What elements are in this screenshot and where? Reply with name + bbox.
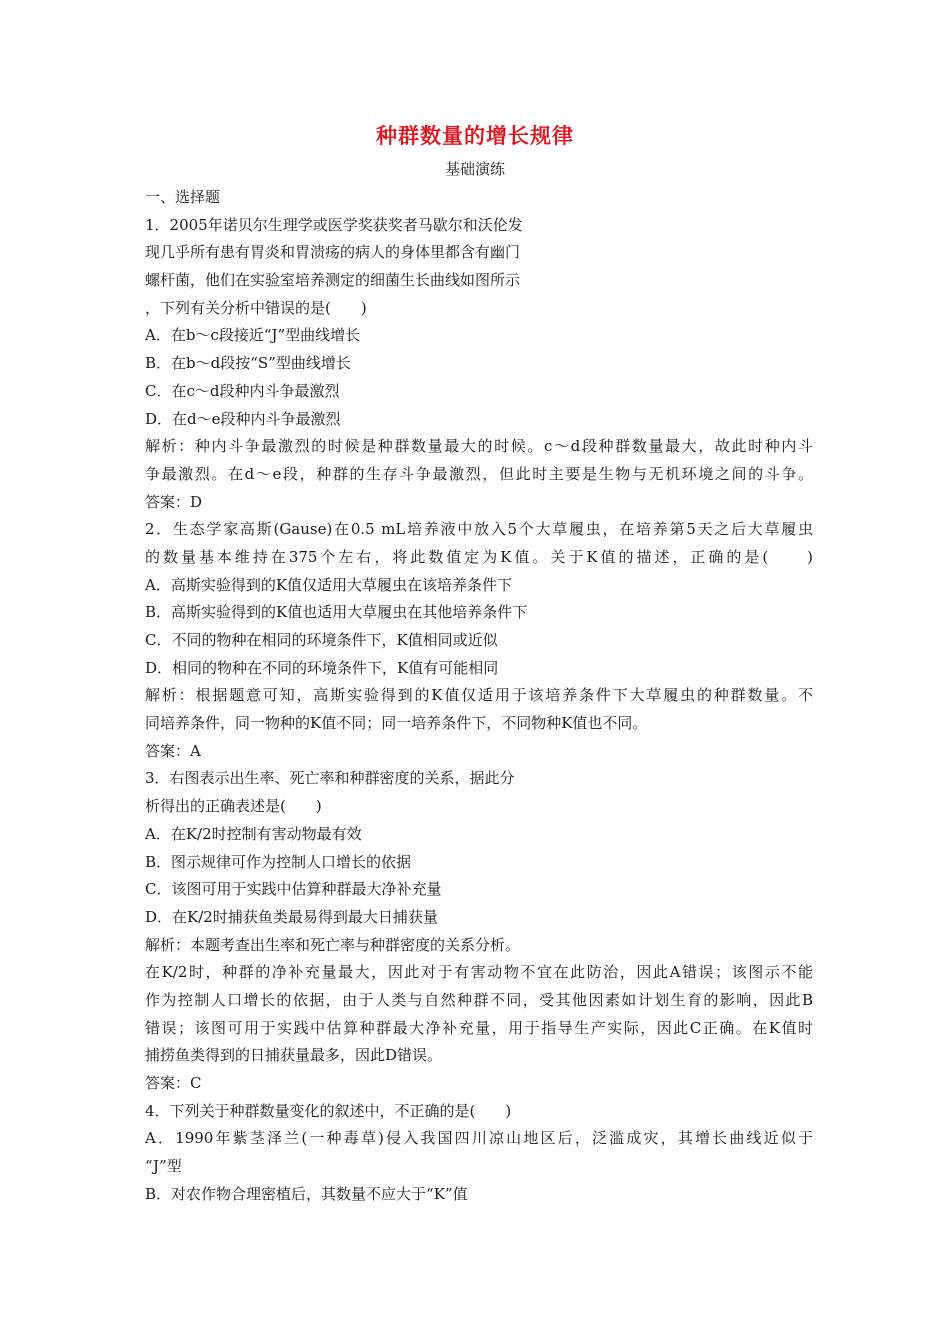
text-line: 4．下列关于种群数量变化的叙述中，不正确的是( ) xyxy=(145,1101,512,1120)
text-line: 争最激烈。在d～e段，种群的生存斗争最激烈，但此时主要是生物与无机环境之间的斗争。 xyxy=(145,464,813,483)
text-line: C．该图可用于实践中估算种群最大净补充量 xyxy=(145,880,442,899)
text-line: 2．生态学家高斯(Gause)在0.5 mL培养液中放入5个大草履虫，在培养第5天之后大草履虫 xyxy=(145,520,813,539)
text-line: 3．右图表示出生率、死亡率和种群密度的关系，据此分 xyxy=(145,769,515,788)
text-line: D．相同的物种在不同的环境条件下，K值有可能相同 xyxy=(145,658,499,677)
text-line: A．高斯实验得到的K值仅适用大草履虫在该培养条件下 xyxy=(145,575,513,594)
text-line: 解析：种内斗争最激烈的时候是种群数量最大的时候。c～d段种群数量最大，故此时种内斗 xyxy=(145,437,813,456)
text-line: 错误；该图可用于实践中估算种群最大净补充量，用于指导生产实际，因此C正确。在K值时 xyxy=(145,1018,813,1037)
text-line: A．在K/2时控制有害动物最有效 xyxy=(145,824,362,843)
page-subtitle: 基础演练 xyxy=(444,160,505,178)
text-line: 解析：本题考查出生率和死亡率与种群密度的关系分析。 xyxy=(145,935,521,954)
text-line: 析得出的正确表述是( ) xyxy=(145,797,322,816)
page-title: 种群数量的增长规律 xyxy=(376,123,574,148)
text-line: 在K/2时，种群的净补充量最大，因此对于有害动物不宜在此防治，因此A错误；该图示不能 xyxy=(145,963,813,982)
text-line: C．不同的物种在相同的环境条件下，K值相同或近似 xyxy=(145,631,498,649)
document-body xyxy=(145,184,813,1208)
text-line: 答案：C xyxy=(145,1074,202,1092)
text-line: B．对农作物合理密植后，其数量不应大于“K”值 xyxy=(145,1184,468,1203)
text-line: 作为控制人口增长的依据，由于人类与自然种群不同，受其他因素如计划生育的影响，因此B xyxy=(145,990,813,1009)
text-line: 螺杆菌，他们在实验室培养测定的细菌生长曲线如图所示 xyxy=(145,271,521,290)
text-line: “J”型 xyxy=(145,1157,182,1176)
text-line: ，下列有关分析中错误的是( ) xyxy=(145,298,367,317)
text-line: D．在d～e段种内斗争最激烈 xyxy=(145,409,341,428)
text-line: A．1990年紫茎泽兰(一种毒草)侵入我国四川凉山地区后，泛滥成灾，其增长曲线近似于 xyxy=(145,1129,813,1148)
text-line: 答案：A xyxy=(145,741,201,760)
text-line: 1．2005年诺贝尔生理学或医学奖获奖者马歇尔和沃伦发 xyxy=(145,215,523,234)
text-line: 解析：根据题意可知，高斯实验得到的K值仅适用于该培养条件下大草履虫的种群数量。不 xyxy=(145,686,813,705)
text-line: 一、选择题 xyxy=(145,188,221,206)
text-line: D．在K/2时捕获鱼类最易得到最大日捕获量 xyxy=(145,907,438,926)
text-line: 同培养条件，同一物种的K值不同；同一培养条件下，不同物种K值也不同。 xyxy=(145,714,648,733)
text-line: B．高斯实验得到的K值也适用大草履虫在其他培养条件下 xyxy=(145,603,528,622)
text-line: B．图示规律可作为控制人口增长的依据 xyxy=(145,852,412,871)
text-line: 答案：D xyxy=(145,492,203,511)
text-line: C．在c～d段种内斗争最激烈 xyxy=(145,381,340,400)
text-line: 现几乎所有患有胃炎和胃溃疡的病人的身体里都含有幽门 xyxy=(145,243,521,262)
text-line: A．在b～c段接近“J”型曲线增长 xyxy=(145,326,361,345)
text-line: 的数量基本维持在375个左右，将此数值定为K值。关于K值的描述，正确的是( ) xyxy=(145,547,813,566)
text-line: 捕捞鱼类得到的日捕获量最多，因此D错误。 xyxy=(145,1046,443,1065)
text-line: B．在b～d段按“S”型曲线增长 xyxy=(145,354,351,373)
